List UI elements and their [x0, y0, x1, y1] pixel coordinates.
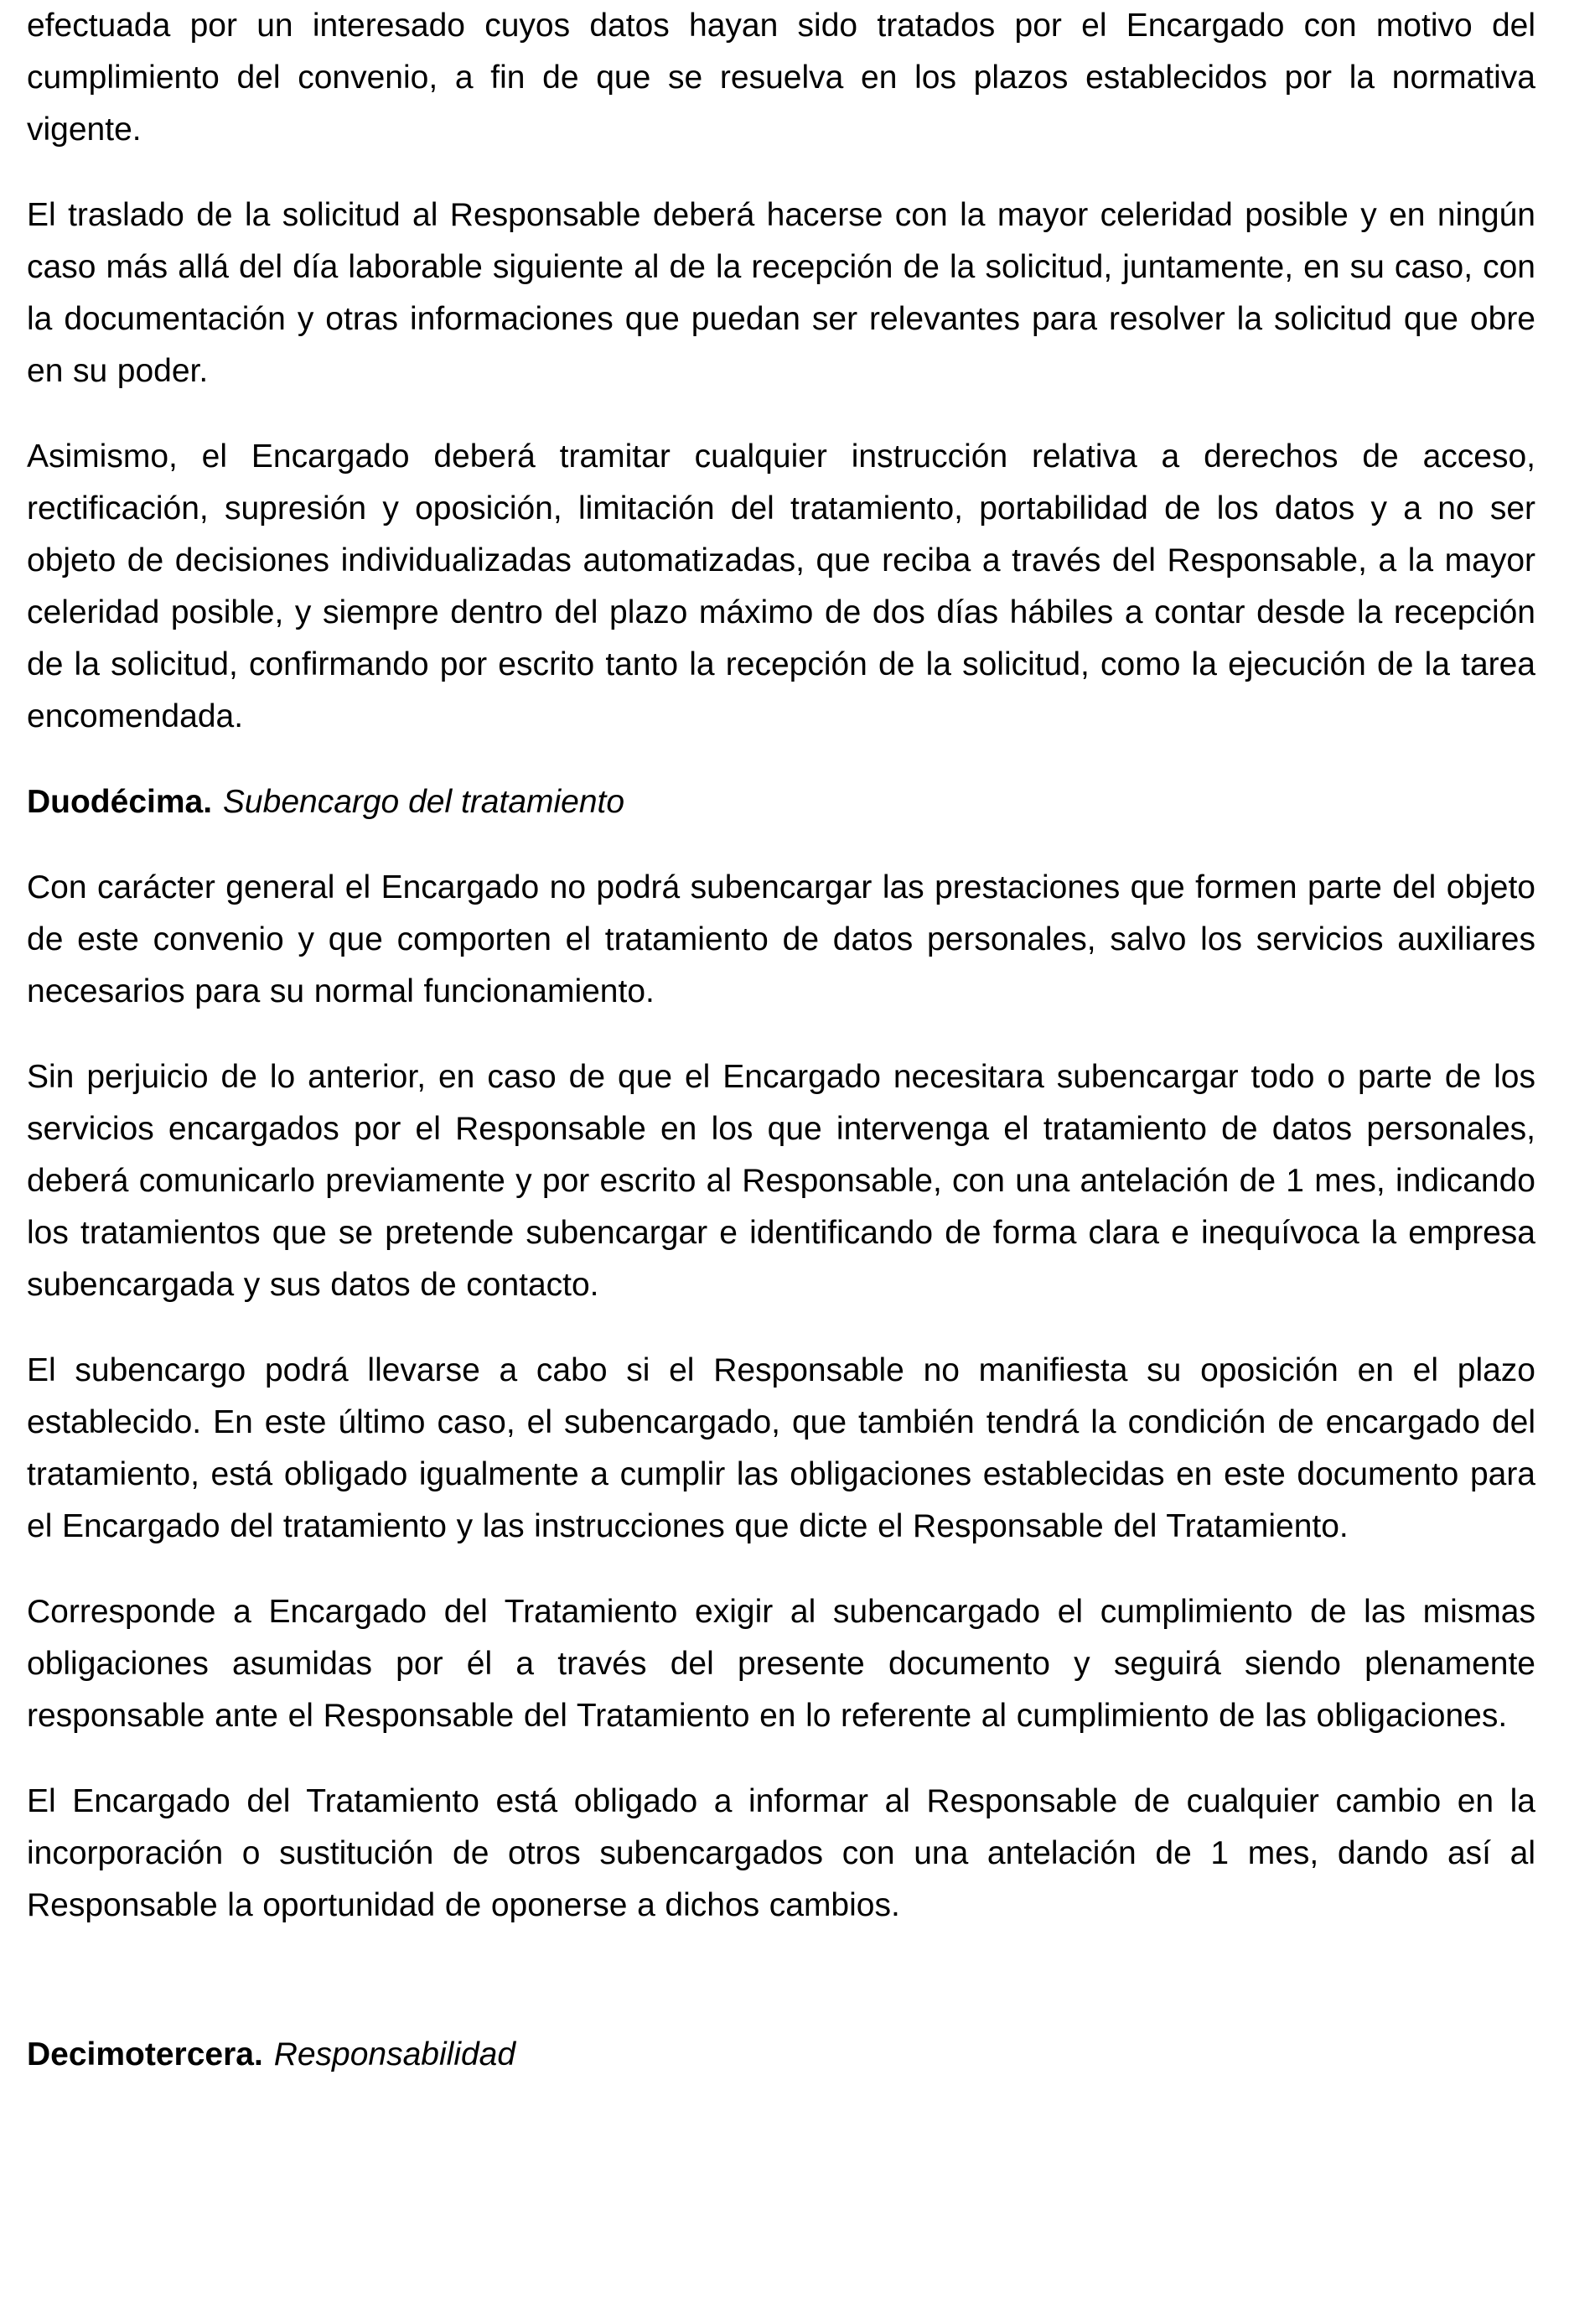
paragraph: El traslado de la solicitud al Responsable deberá hacerse con la mayor celeridad posible y en ningún caso más allá del día laborable siguiente al de la recepción de la solicitud, juntamente, en su caso, con la documentación y otras informaciones que puedan ser relevantes para resolver la solicitud que obre en su poder. [27, 197, 1535, 389]
paragraph: El subencargo podrá llevarse a cabo si el Responsable no manifiesta su oposición en el plazo establecido. En este último caso, el subencargado, que también tendrá la condición de encargado del tratamiento, está obligado igualmente a cumplir las obligaciones establecidas en este documento para el Encargado del tratamiento y las instrucciones que dicte el Responsable del Tratamiento. [27, 1352, 1535, 1544]
heading-number: Duodécima. [27, 784, 213, 820]
paragraph: Sin perjuicio de lo anterior, en caso de que el Encargado necesitara subencargar todo o parte de los servicios encargados por el Responsable en los que intervenga el tratamiento de datos personales, deberá comunicarlo previamente y por escrito al Responsable, con una antelación de 1 mes, indicando los tratamientos que se pretende subencargar e identificando de forma clara e inequívoca la empresa subencargada y sus datos de contacto. [27, 1059, 1535, 1303]
heading-number: Decimotercera. [27, 2036, 263, 2072]
section-heading-duodecima [27, 776, 1535, 828]
paragraph: efectuada por un interesado cuyos datos hayan sido tratados por el Encargado con motivo del cumplimiento del convenio, a fin de que se resuelva en los plazos establecidos por la normativa vigente. [27, 8, 1535, 148]
paragraph: Asimismo, el Encargado deberá tramitar cualquier instrucción relativa a derechos de acceso, rectificación, supresión y oposición, limitación del tratamiento, portabilidad de los datos y a no ser objeto de decisiones individualizadas automatizadas, que reciba a través del Responsable, a la mayor celeridad posible, y siempre dentro del plazo máximo de dos días hábiles a contar desde la recepción de la solicitud, confirmando por escrito tanto la recepción de la solicitud, como la ejecución de la tarea encomendada. [27, 438, 1535, 734]
paragraph: Con carácter general el Encargado no podrá subencargar las prestaciones que formen parte del objeto de este convenio y que comporten el tratamiento de datos personales, salvo los servicios auxiliares necesarios para su normal funcionamiento. [27, 869, 1535, 1009]
paragraph: Corresponde a Encargado del Tratamiento exigir al subencargado el cumplimiento de las mismas obligaciones asumidas por él a través del presente documento y seguirá siendo plenamente responsable ante el Responsable del Tratamiento en lo referente al cumplimiento de las obligaciones. [27, 1594, 1535, 1734]
heading-title: Subencargo del tratamiento [222, 784, 625, 820]
paragraph: El Encargado del Tratamiento está obligado a informar al Responsable de cualquier cambio en la incorporación o sustitución de otros subencargados con una antelación de 1 mes, dando así al Responsable la oportunidad de oponerse a dichos cambios. [27, 1783, 1535, 1923]
heading-title: Responsabilidad [273, 2036, 516, 2072]
section-heading-decimotercera [27, 2029, 1535, 2081]
